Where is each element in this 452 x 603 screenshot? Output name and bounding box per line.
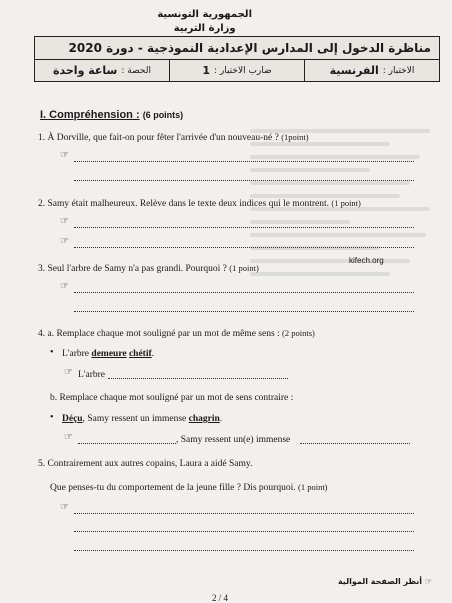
pen-icon: ☞	[60, 236, 69, 247]
answer-line[interactable]	[74, 247, 414, 248]
pen-icon: ☞	[60, 150, 69, 161]
answer-line[interactable]	[300, 443, 410, 444]
page-number: 2 / 4	[212, 593, 229, 603]
question-3-text: 3. Seul l'arbre de Samy n'a pas grandi. Pourquoi ?	[38, 264, 227, 274]
question-2-points: (1 point)	[331, 198, 361, 208]
answer-line[interactable]	[74, 513, 414, 514]
bullet-icon: •	[50, 347, 54, 358]
question-1	[38, 131, 309, 144]
answer-line[interactable]	[78, 443, 176, 444]
duration-cell	[35, 60, 169, 81]
answer-line[interactable]	[74, 550, 414, 551]
pen-icon: ☞	[60, 281, 69, 292]
pen-icon: ☞	[424, 577, 432, 586]
question-1-text: 1. À Dorville, que fait-on pour fêter l'arrivée d'un nouveau-né ?	[38, 133, 279, 143]
coef-value: 1	[202, 64, 210, 77]
duration-value: ساعة واحدة	[53, 64, 118, 77]
question-5-points: (1 point)	[298, 482, 328, 492]
underlined-word: Déçu	[62, 414, 83, 424]
pen-icon: ☞	[64, 367, 73, 378]
question-4a-points: (2 points)	[282, 328, 315, 338]
question-3-points: (1 point)	[229, 263, 259, 273]
subject-value: الفرنسية	[329, 64, 379, 77]
question-4b-answer-middle: , Samy ressent un(e) immense	[176, 435, 291, 445]
question-4a-sentence: L'arbre demeure chétif.	[62, 349, 155, 359]
answer-line[interactable]	[74, 180, 414, 181]
subject-label: الاختبار :	[382, 65, 415, 76]
pen-icon: ☞	[64, 432, 73, 443]
underlined-word: chagrin	[188, 414, 220, 424]
question-2-text: 2. Samy était malheureux. Relève dans le texte deux indices qui le montrent.	[38, 199, 329, 209]
sentence-prefix: L'arbre	[62, 349, 92, 359]
answer-line[interactable]	[74, 227, 414, 228]
section-heading: I. Compréhension :	[40, 109, 140, 121]
coef-label: ضارب الاختبار :	[213, 65, 272, 76]
next-page-note	[338, 577, 432, 586]
underlined-word: chétif	[128, 349, 152, 359]
question-3	[38, 262, 259, 275]
watermark: kifech.org	[349, 256, 384, 265]
bleed-through-text	[250, 120, 450, 420]
header-institution	[157, 8, 252, 36]
question-5-text: 5. Contrairement aux autres copains, Laura a aidé Samy.	[38, 459, 253, 469]
answer-line[interactable]	[74, 161, 414, 162]
ministry-label: وزارة التربية	[173, 23, 236, 34]
exam-info-box	[34, 60, 440, 82]
exam-title-box	[34, 36, 440, 60]
section-title	[40, 109, 183, 121]
underlined-word: demeure	[91, 349, 127, 359]
bullet-icon: •	[50, 412, 54, 423]
exam-title: مناظرة الدخول إلى المدارس الإعدادية النموذجية - دورة 2020	[68, 41, 431, 55]
question-5-sub	[50, 481, 328, 494]
question-4a-text: 4. a. Remplace chaque mot souligné par un mot de même sens :	[38, 329, 280, 339]
coef-cell	[169, 60, 304, 81]
question-1-points: (1point)	[281, 132, 309, 142]
answer-line[interactable]	[74, 292, 414, 293]
subject-cell	[304, 60, 439, 81]
sentence-middle: , Samy ressent un immense	[82, 414, 189, 424]
question-4a	[38, 327, 315, 340]
question-4b-text: b. Remplace chaque mot souligné par un mot de sens contraire :	[50, 393, 294, 403]
answer-line[interactable]	[74, 531, 414, 532]
pen-icon: ☞	[60, 216, 69, 227]
section-points: (6 points)	[142, 110, 184, 120]
pen-icon: ☞	[60, 502, 69, 513]
next-page-label: أنظر الصفحة الموالية	[337, 577, 423, 586]
duration-label: الحصة :	[121, 65, 151, 76]
question-5-sub-text: Que penses-tu du comportement de la jeune fille ? Dis pourquoi.	[50, 483, 296, 493]
question-4a-answer-prefix: L'arbre	[78, 370, 106, 380]
answer-line[interactable]	[108, 378, 288, 379]
question-4b-sentence: Déçu, Samy ressent un immense chagrin.	[62, 414, 223, 424]
republic-label: الجمهورية التونسية	[157, 9, 252, 20]
question-2	[38, 197, 361, 210]
answer-line[interactable]	[74, 311, 414, 312]
